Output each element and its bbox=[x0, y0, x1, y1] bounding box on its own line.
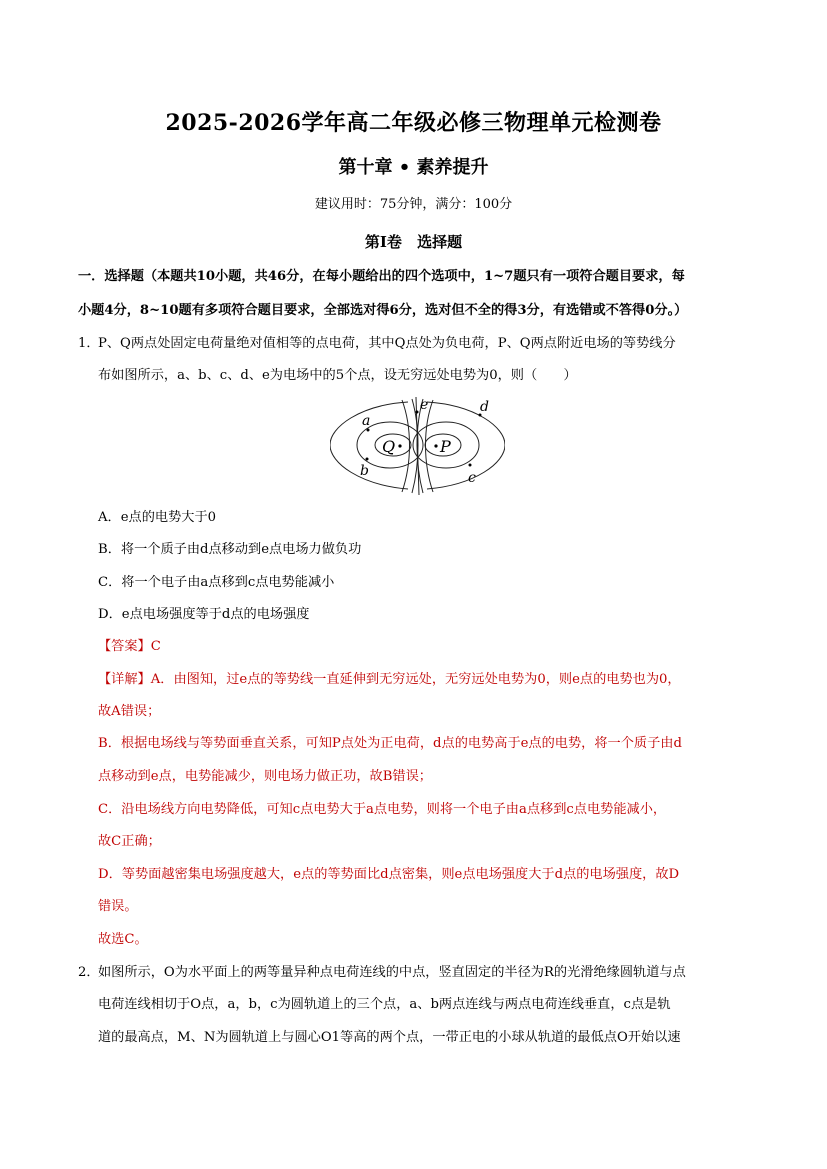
label-a: a bbox=[362, 413, 371, 429]
label-e: e bbox=[420, 397, 429, 413]
chapter-subtitle: 第十章 • 素养提升 bbox=[338, 157, 489, 178]
time-info: 建议用时：75分钟，满分：100分 bbox=[314, 197, 513, 212]
instructions-line-2: 小题4分，8~10题有多项符合题目要求，全部选对得6分，选对但不全的得3分，有选错或不答得0分。） bbox=[78, 303, 688, 318]
q1-analysis-line: 故C正确； bbox=[98, 834, 161, 849]
q1-option-d: D．e点电场强度等于d点的电场强度 bbox=[98, 607, 310, 622]
q1-option-b: B．将一个质子由d点移动到e点电场力做负功 bbox=[98, 542, 362, 557]
instructions-line-1: 一．选择题（本题共10小题，共46分，在每小题给出的四个选项中，1~7题只有一项符合题目要求，每 bbox=[78, 269, 685, 284]
section-title: 第Ⅰ卷 选择题 bbox=[364, 233, 463, 251]
p-charge-dot bbox=[434, 444, 437, 447]
q1-analysis-line: B．根据电场线与等势面垂直关系，可知P点处为正电荷，d点的电势高于e点的电势，将一个质子由d bbox=[98, 736, 682, 751]
q2-stem-line: 如图所示，O为水平面上的两等量异种点电荷连线的中点，竖直固定的半径为R的光滑绝缘圆轨道与点 bbox=[98, 965, 686, 980]
label-q: Q bbox=[382, 437, 396, 456]
q1-analysis-line: 故选C。 bbox=[98, 932, 148, 947]
q2-number: 2． bbox=[78, 965, 100, 980]
label-b: b bbox=[360, 463, 369, 479]
q1-stem-line-1: P、Q两点处固定电荷量绝对值相等的点电荷，其中Q点处为负电荷，P、Q两点附近电场的等势线分 bbox=[98, 336, 676, 351]
q1-option-c: C．将一个电子由a点移到c点电势能减小 bbox=[98, 575, 335, 590]
q1-analysis-line: 【详解】A．由图知，过e点的等势线一直延伸到无穷远处，无穷远处电势为0，则e点的电势也为0， bbox=[98, 672, 681, 687]
label-d: d bbox=[480, 399, 489, 415]
q2-stem-line: 电荷连线相切于O点，a，b，c为圆轨道上的三个点，a、b两点连线与两点电荷连线垂直，c点是轨 bbox=[98, 997, 671, 1012]
label-c: c bbox=[468, 470, 476, 486]
equipotential-figure bbox=[330, 397, 505, 495]
q1-analysis-line: 故A错误； bbox=[98, 704, 161, 719]
q1-analysis-line: 错误。 bbox=[98, 899, 138, 914]
q1-answer: 【答案】C bbox=[98, 639, 161, 654]
q1-number: 1． bbox=[78, 336, 100, 351]
q1-analysis-line: 点移动到e点，电势能减少，则电场力做正功，故B错误； bbox=[98, 769, 432, 784]
page-title: 2025-2026学年高二年级必修三物理单元检测卷 bbox=[165, 110, 662, 136]
q1-option-a: A．e点的电势大于0 bbox=[98, 510, 217, 525]
label-p: P bbox=[440, 437, 451, 456]
q-charge-dot bbox=[398, 444, 401, 447]
q1-analysis-line: C．沿电场线方向电势降低，可知c点电势大于a点电势，则将一个电子由a点移到c点电势能减小， bbox=[98, 802, 667, 817]
q1-stem-line-2: 布如图所示，a、b、c、d、e为电场中的5个点，设无穷远处电势为0，则（ ） bbox=[98, 368, 577, 383]
q2-stem-line: 道的最高点，M、N为圆轨道上与圆心O1等高的两个点，一带正电的小球从轨道的最低点O开始以速 bbox=[98, 1030, 681, 1045]
q1-analysis-line: D．等势面越密集电场强度越大，e点的等势面比d点密集，则e点电场强度大于d点的电场强度，故D bbox=[98, 867, 680, 882]
